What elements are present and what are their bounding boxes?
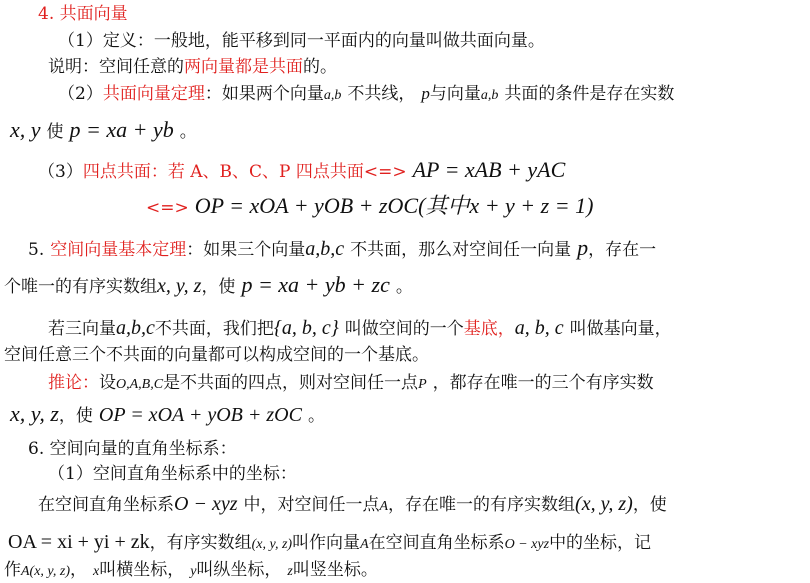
theorem-text-1: ：如果两个向量 bbox=[204, 84, 324, 104]
coordinate-a-xyz: A(x, y, z) bbox=[21, 564, 70, 579]
basic-theorem-p: p bbox=[577, 235, 589, 260]
theorem-use: 使 bbox=[46, 122, 64, 142]
corollary-text-3: ，都存在唯一的三个有序实数 bbox=[432, 373, 654, 393]
coordinate-system: O − xyz bbox=[174, 493, 238, 515]
coordinate-y: y bbox=[190, 564, 197, 579]
basis-text-3: 叫做基向量， bbox=[569, 319, 672, 339]
basic-theorem-xyz: x, y, z bbox=[157, 275, 202, 297]
corollary-text-4: ，使 bbox=[58, 406, 93, 426]
coordinate-line-2 bbox=[8, 532, 651, 552]
coordinate-text-12: 叫纵坐标， bbox=[196, 560, 282, 580]
coordinate-point-a: A bbox=[379, 499, 389, 514]
corollary-line-2 bbox=[10, 403, 325, 425]
four-points-formula-1: AP = xAB + yAC bbox=[412, 157, 566, 182]
coordinate-z: z bbox=[287, 564, 293, 579]
note-prefix: 说明：空间任意的 bbox=[48, 57, 184, 77]
corollary-xyz: x, y, z bbox=[10, 401, 59, 426]
corollary-text-1: 设 bbox=[99, 373, 116, 393]
basis-text-2: 叫做空间的一个 bbox=[344, 319, 464, 339]
definition-prefix: （1）定义： bbox=[58, 31, 154, 51]
corollary-text-2: 是不共面的四点，则对空间任一点 bbox=[163, 373, 419, 393]
corollary-points: O,A,B,C bbox=[116, 377, 164, 392]
basis-abc-2: a, b, c bbox=[514, 317, 564, 339]
coordinate-text-7: 在空间直角坐标系 bbox=[368, 533, 505, 553]
coordinate-system-2: O − xyz bbox=[504, 537, 550, 552]
basic-theorem-text-2: 不共面，那么对空间任一向量 bbox=[350, 240, 572, 260]
basis-abc: a,b,c bbox=[116, 317, 155, 339]
coordinate-point-a-2: A bbox=[360, 537, 369, 552]
definition-line bbox=[58, 33, 545, 50]
coordinate-text-4: ，使 bbox=[632, 495, 667, 515]
four-points-line-1 bbox=[38, 159, 565, 181]
coordinate-text-6: 叫作向量 bbox=[292, 533, 361, 553]
coordinate-text-13: 叫竖坐标。 bbox=[292, 560, 378, 580]
theorem-formula: p = xa + yb bbox=[69, 117, 174, 142]
basic-theorem-end: 。 bbox=[395, 277, 413, 297]
note-red: 两向量都是共面 bbox=[184, 57, 303, 77]
definition-text: 一般地，能平移到同一平面内的向量叫做共面向量。 bbox=[153, 31, 545, 51]
basic-theorem-abc: a,b,c bbox=[305, 238, 345, 260]
coordinate-text-8: 中的坐标，记 bbox=[549, 533, 652, 553]
basis-set: {a, b, c} bbox=[273, 317, 339, 339]
basic-theorem-title: 空间向量基本定理 bbox=[50, 240, 187, 260]
theorem-prefix: （2） bbox=[58, 84, 103, 104]
four-points-arrow: <=> bbox=[146, 198, 189, 218]
theorem-text-2: 不共线， bbox=[347, 84, 416, 104]
corollary-title: 推论： bbox=[48, 373, 99, 393]
coordinate-text-10: ， bbox=[69, 560, 87, 580]
section-6-heading: 6. 空间向量的直角坐标系： bbox=[28, 439, 237, 459]
four-prefix: （3） bbox=[38, 162, 83, 182]
corollary-p: P bbox=[418, 377, 427, 392]
note-suffix: 的。 bbox=[303, 57, 337, 77]
theorem-xy: x, y bbox=[10, 117, 41, 142]
theorem-line-2 bbox=[10, 119, 197, 141]
basis-line-1 bbox=[48, 318, 672, 338]
coordinate-xyz: (x, y, z) bbox=[575, 493, 633, 515]
corollary-end: 。 bbox=[307, 406, 325, 426]
basic-theorem-text-1: ：如果三个向量 bbox=[186, 240, 306, 260]
basis-prefix: 若三向量 bbox=[48, 319, 116, 339]
theorem-line-1 bbox=[58, 85, 674, 103]
four-points-line-2 bbox=[146, 195, 593, 217]
theorem-title: 共面向量定理 bbox=[102, 84, 205, 104]
basic-theorem-formula: p = xa + yb + zc bbox=[241, 272, 390, 297]
coordinate-line-1 bbox=[38, 494, 667, 514]
coordinate-line-3 bbox=[4, 562, 378, 579]
four-points-paren: (其中x + y + z = 1) bbox=[418, 193, 594, 218]
coordinate-text-9: 作 bbox=[4, 560, 21, 580]
corollary-line-1 bbox=[48, 375, 654, 392]
coordinate-text-11: 叫横坐标， bbox=[99, 560, 185, 580]
note-line bbox=[48, 59, 337, 76]
basic-theorem-text-3: ，存在一 bbox=[588, 240, 657, 260]
coordinate-x: x bbox=[92, 564, 100, 579]
section-5-number: 5. bbox=[28, 240, 45, 260]
section-4-heading: 4. 共面向量 bbox=[38, 4, 128, 24]
four-points-formula-2: OP = xOA + yOB + zOC bbox=[194, 193, 419, 218]
corollary-formula: OP = xOA + yOB + zOC bbox=[98, 404, 302, 426]
section-6-subheading: （1）空间直角坐标系中的坐标： bbox=[48, 464, 297, 484]
coordinate-text-5: ，有序实数组 bbox=[149, 533, 252, 553]
basic-theorem-line-1 bbox=[28, 237, 656, 259]
theorem-text-4: 共面的条件是存在实数 bbox=[504, 84, 675, 104]
four-points-title: 四点共面：若 A、B、C、P 四点共面<=> bbox=[82, 162, 407, 182]
theorem-p: p bbox=[421, 84, 430, 103]
theorem-text-3: 与向量 bbox=[429, 84, 481, 104]
theorem-end: 。 bbox=[179, 122, 197, 142]
coordinate-text-3: ，存在唯一的有序实数组 bbox=[388, 495, 576, 515]
theorem-ab: a,b bbox=[323, 88, 342, 103]
basic-theorem-line-2 bbox=[4, 274, 413, 296]
coordinate-text-1: 在空间直角坐标系 bbox=[38, 495, 174, 515]
coordinate-formula: OA = xi + yi + zk bbox=[8, 531, 150, 553]
basic-theorem-text-5: ，使 bbox=[201, 277, 236, 297]
basis-text-1: 不共面，我们把 bbox=[154, 319, 274, 339]
theorem-ab-2: a,b bbox=[480, 88, 499, 103]
coordinate-xyz-2: (x, y, z) bbox=[251, 537, 293, 552]
coordinate-text-2: 中，对空间任一点 bbox=[243, 495, 380, 515]
basis-line-2: 空间任意三个不共面的向量都可以构成空间的一个基底。 bbox=[4, 345, 429, 365]
basis-red: 基底， bbox=[463, 319, 515, 339]
basic-theorem-text-4: 个唯一的有序实数组 bbox=[4, 277, 157, 297]
